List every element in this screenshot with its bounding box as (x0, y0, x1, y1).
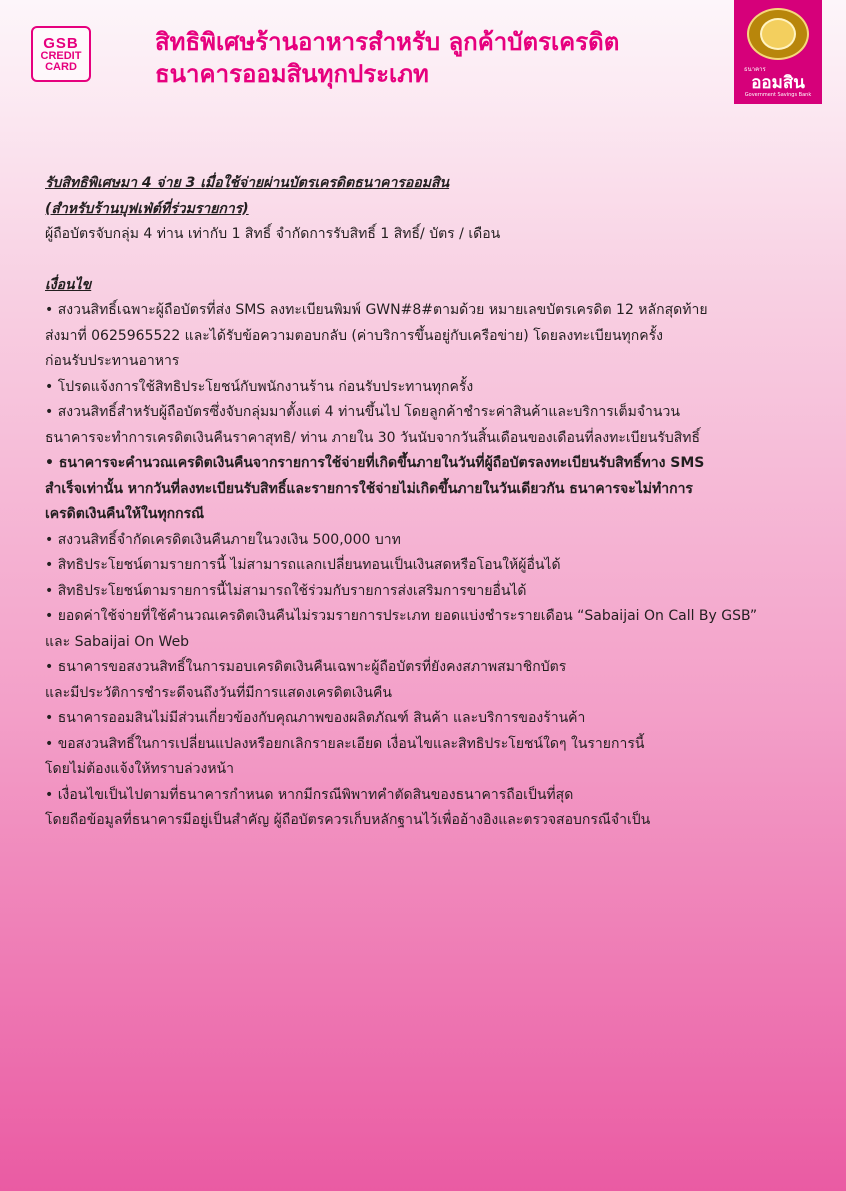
bank-seal-icon (747, 8, 809, 60)
condition-line-bold: สำเร็จเท่านั้น หากวันที่ลงทะเบียนรับสิทธิ์และรายการใช้จ่ายไม่เกิดขึ้นภายในวันเดียวกัน ธนาคารจะไม่ทำการ (45, 480, 693, 497)
condition-line: ก่อนรับประทานอาหาร (45, 353, 180, 369)
gsb-credit-card-logo (31, 26, 91, 82)
condition-line: โดยถือข้อมูลที่ธนาคารมีอยู่เป็นสำคัญ ผู้ถือบัตรควรเก็บหลักฐานไว้เพื่ออ้างอิงและตรวจสอบกรณีจำเป็น (45, 812, 651, 828)
offer-heading-line-1: รับสิทธิพิเศษมา 4 จ่าย 3 เมื่อใช้จ่ายผ่านบัตรเครดิตธนาคารออมสิน (45, 175, 450, 191)
logo-line: CREDIT (40, 49, 82, 62)
condition-line: ส่งมาที่ 0625965522 และได้รับข้อความตอบกลับ (ค่าบริการขึ้นอยู่กับเครือข่าย) โดยลงทะเบียนทุกครั้ง (45, 327, 663, 344)
offer-detail: ผู้ถือบัตรจับกลุ่ม 4 ท่าน เท่ากับ 1 สิทธิ์ จำกัดการรับสิทธิ์ 1 สิทธิ์/ บัตร / เดือน (45, 226, 501, 242)
condition-line: • เงื่อนไขเป็นไปตามที่ธนาคารกำหนด หากมีกรณีพิพาทคำตัดสินของธนาคารถือเป็นที่สุด (45, 786, 574, 803)
condition-line: • ยอดค่าใช้จ่ายที่ใช้คำนวณเครดิตเงินคืนไม่รวมรายการประเภท ยอดแบ่งชำระรายเดือน “Sabaijai On Call By GSB” (45, 608, 758, 624)
condition-line: • สงวนสิทธิ์เฉพาะผู้ถือบัตรที่ส่ง SMS ลงทะเบียนพิมพ์ GWN#8#ตามด้วย หมายเลขบัตรเครดิต 12 หลักสุดท้าย (45, 302, 708, 318)
condition-line: ธนาคารจะทำการเครดิตเงินคืนราคาสุทธิ/ ท่าน ภายใน 30 วันนับจากวันสิ้นเดือนของเดือนที่ลงทะเบียนรับสิทธิ์ (45, 429, 701, 446)
condition-line: โดยไม่ต้องแจ้งให้ทราบล่วงหน้า (45, 761, 234, 777)
offer-heading-line-2: (สำหรับร้านบุฟเฟ่ต์ที่ร่วมรายการ) (45, 200, 249, 217)
title-line-2: ธนาคารออมสินทุกประเภท (155, 60, 429, 88)
bank-name-en: Government Savings Bank (744, 92, 812, 98)
conditions-heading: เงื่อนไข (45, 276, 92, 293)
condition-line: และ Sabaijai On Web (45, 633, 190, 650)
condition-line-bold: เครดิตเงินคืนให้ในทุกกรณี (45, 506, 205, 522)
page-title (155, 26, 715, 90)
terms-content (45, 171, 805, 834)
bank-name: ออมสิน (751, 73, 805, 93)
gsb-bank-logo (734, 0, 822, 104)
bank-label-small: ธนาคาร (744, 66, 766, 73)
condition-line-bold: • ธนาคารจะคำนวณเครดิตเงินคืนจากรายการใช้จ่ายที่เกิดขึ้นภายในวันที่ผู้ถือบัตรลงทะเบียนรับสิทธิ์ทาง SMS (45, 455, 705, 471)
condition-line: • สงวนสิทธิ์จำกัดเครดิตเงินคืนภายในวงเงิน 500,000 บาท (45, 531, 401, 548)
logo-line: GSB (43, 34, 79, 52)
condition-line: • สิทธิประโยชน์ตามรายการนี้ ไม่สามารถแลกเปลี่ยนทอนเป็นเงินสดหรือโอนให้ผู้อื่นได้ (45, 557, 561, 573)
condition-line: • โปรดแจ้งการใช้สิทธิประโยชน์กับพนักงานร้าน ก่อนรับประทานทุกครั้ง (45, 378, 474, 395)
condition-line: • ธนาคารออมสินไม่มีส่วนเกี่ยวข้องกับคุณภาพของผลิตภัณฑ์ สินค้า และบริการของร้านค้า (45, 710, 586, 726)
title-line-1: สิทธิพิเศษร้านอาหารสำหรับ ลูกค้าบัตรเครดิต (155, 28, 620, 56)
condition-line: • ขอสงวนสิทธิ์ในการเปลี่ยนแปลงหรือยกเลิกรายละเอียด เงื่อนไขและสิทธิประโยชน์ใดๆ ในรายการนี้ (45, 735, 645, 752)
condition-line: • ธนาคารขอสงวนสิทธิ์ในการมอบเครดิตเงินคืนเฉพาะผู้ถือบัตรที่ยังคงสภาพสมาชิกบัตร (45, 659, 567, 675)
condition-line: • สิทธิประโยชน์ตามรายการนี้ไม่สามารถใช้ร่วมกับรายการส่งเสริมการขายอื่นได้ (45, 582, 527, 599)
condition-line: • สงวนสิทธิ์สำหรับผู้ถือบัตรซึ่งจับกลุ่มมาตั้งแต่ 4 ท่านขึ้นไป โดยลูกค้าชำระค่าสินค้าและบริการเต็มจำนวน (45, 404, 680, 420)
condition-line: และมีประวัติการชำระดีจนถึงวันที่มีการแสดงเครดิตเงินคืน (45, 684, 392, 701)
logo-line: CARD (45, 60, 77, 73)
